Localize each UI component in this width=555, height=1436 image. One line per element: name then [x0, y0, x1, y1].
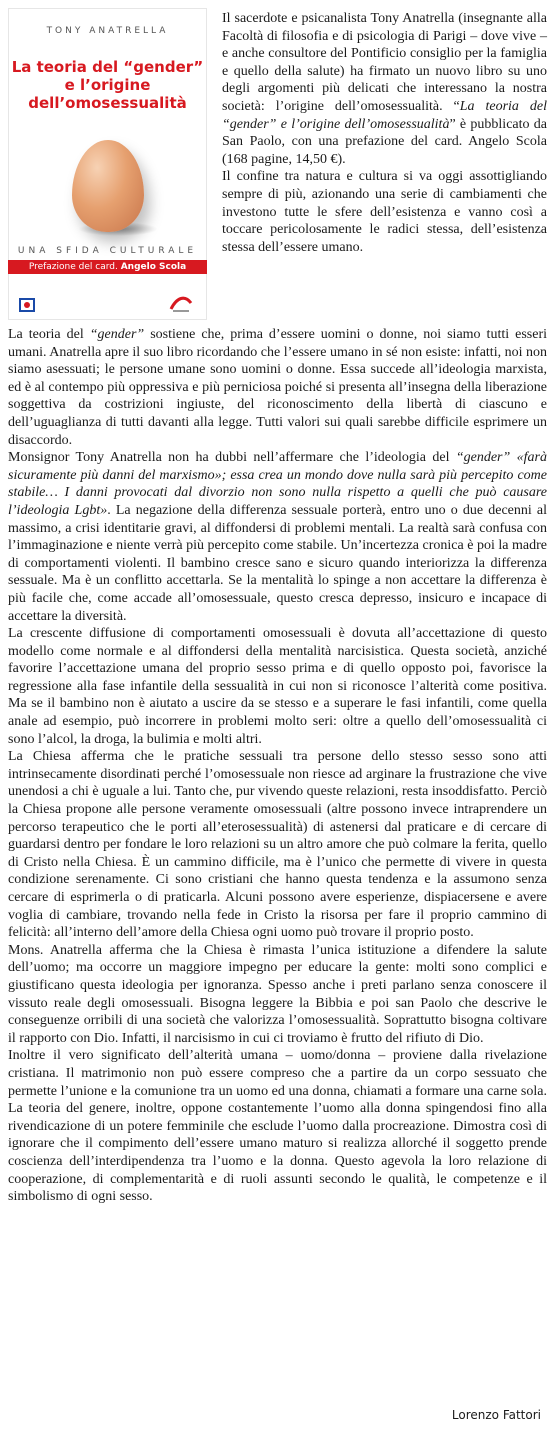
logo-right-swoosh: [171, 298, 191, 309]
body-paragraph-3: La crescente diffusione di comportamenti omosessuali è dovuta all’accettazione di questo modello come normale e al diffondersi della mentalità narcisistica. Questa società, anziché favorire l’accettazione umana del proprio sesso prima e di quello opposto poi, favorisce la regressione alla fase infantile della sessualità in cui non si riconosce l’alterità come positiva. Ma se il bambino non è aiutato a uscire da se stesso e a superare le fasi infantili, come quella anale ad esempio, può incorrere in problemi molto seri: oltre a quello dell’omosessualità ci sono l’alcol, la droga, la bulimia e molti altri.: [8, 626, 547, 747]
book-cover: [8, 8, 207, 320]
author-signature: Lorenzo Fattori: [451, 1408, 541, 1422]
body-paragraph-2: [8, 449, 547, 625]
publisher-logo-left: [18, 296, 38, 314]
cover-subtitle: UNA SFIDA CULTURALE: [17, 246, 198, 256]
body-p2-part-a: Monsignor Tony Anatrella non ha dubbi nell’affermare che l’ideologia del: [8, 450, 456, 466]
body-p2-quote: «farà sicuramente più danni del marxismo»; essa crea un mondo dove nulla sarà più percepito come stabile… I danni provocati dal divorzio non sono nulla rispetto a quelli che può causare l’ideologia Lgbt»: [8, 450, 547, 518]
body-paragraph-5: Mons. Anatrella afferma che la Chiesa è rimasta l’unica istituzione a difendere la salute dell’uomo; ma occorre un maggiore impegno per educare la gente: molti sono complici e giustificano questa ideologia per ignoranza. Spesso anche i preti parlano senza conoscere il vissuto reale degli omosessuali. Bisogna leggere la Bibbia e poi san Paolo che descrive le conseguenze orribili di una società che valorizza l’omosessualità. Soprattutto bisogna coltivare il rapporto con Dio. Infatti, il narcisismo in cui ci troviamo è frutto del rifiuto di Dio.: [8, 942, 547, 1046]
intro-p1-part-b: ” è pubblicato da San Paolo, con una prefazione del card. Angelo Scola (168 pagine, 14,50 €).: [222, 116, 547, 167]
intro-book-title: La teoria del “gender” e l’origine dell’omosessualità: [222, 98, 547, 132]
body-paragraph-1: [8, 326, 547, 449]
cover-preface-band: [8, 260, 207, 274]
cover-preface-prefix: Prefazione del card.: [28, 262, 118, 272]
intro-paragraph-1: [222, 10, 547, 168]
body-p1-gender: “gender”: [89, 327, 145, 342]
cover-title-line3: dell’omosessualità: [28, 94, 187, 112]
intro-text: [222, 10, 547, 256]
intro-p1-part-a: Il sacerdote e psicanalista Tony Anatrella (insegnante alla Facoltà di filosofia e di psicologia di Parigi – dove vive – e anche consultore del Pontificio consiglio per la famiglia e quello della salute) ha firmato un nuovo libro su uno degli argomenti più delicati che interessano la nostra società: l’origine dell’omosessualità. “: [222, 11, 547, 114]
article-body: [8, 326, 547, 1206]
logo-left-dot: [24, 302, 30, 308]
cover-title: [8, 58, 207, 112]
cover-preface-name: Angelo Scola: [120, 262, 187, 272]
cover-title-line2: e l’origine: [64, 76, 151, 94]
body-p1-part-a: La teoria del: [8, 327, 90, 342]
body-p2-part-b: . La negazione della differenza sessuale porterà, entro uno o due decenni al massimo, a crisi identitarie gravi, al diffondersi di problemi mentali. La realtà sarà confusa con l’immaginazione e niente verrà più percepito come stabile. Un’incertezza cronica è poi la madre di comportamenti violenti. Il bambino cresce sano e sicuro quando interiorizza la differenza sessuale. Ma è un conflitto accettarla. Se la mentalità lo spinge a non accettare la differenza è più facile che, come accade all’omosessuale, questo cresca depresso, insicuro e incapace di accettare la diversità.: [8, 502, 547, 624]
body-paragraph-4: La Chiesa afferma che le pratiche sessuali tra persone dello stesso sesso sono atti intrinsecamente disordinati perché l’omosessuale non riesce ad arginare la frustrazione che vive unendosi a chi è uguale a lui. Tanto che, pur vivendo queste relazioni, resta insoddisfatto. Perciò la Chiesa propone alle persone veramente omosessuali (altre possono invece intraprendere un percorso terapeutico che le porti all’eterosessualità) di astenersi dal praticare e di cercare di guardarsi dentro per fondare le loro relazioni su un altro amore che può colmare la ferita, quello di Cristo nella Chiesa. È un cammino difficile, ma è l’unico che permette di vivere in questa condizione serenamente. Ci sono cristiani che hanno questa tendenza e la assumono senza cercare di esprimerla o di praticarla. Alcuni possono avere esperienze, dispiacersene e avere voglia di cambiare, trovando nella fede in Cristo la risorsa per fare il proprio cammino di felicità: all’interno dell’amore della Chiesa ogni uomo può trovare il proprio posto.: [8, 749, 547, 941]
egg-illustration: [72, 140, 144, 232]
body-paragraph-6: Inoltre il vero significato dell’alterità umana – uomo/donna – proviene dalla rivelazione cristiana. Il matrimonio non può essere compreso che a partire da un corpo sessuato che permette l’unione e la comunione tra un uomo ed una donna, chiamati a formare una carne sola. La teoria del genere, inoltre, oppone costantemente l’uomo alla donna spingendosi fino alla rivendicazione di un potere femminile che esclude l’uomo dalla procreazione. Dimostra così di ignorare che il compimento dell’essere umano maturo si realizza allorché il soggetto prende coscienza dell’interdipendenza tra l’uomo e la donna. Questo agevola la loro relazione di cooperazione, di complementarità e di ruoli assunti secondo le qualità, le competenze e il simbolismo di ogni sesso.: [8, 1048, 547, 1205]
body-p1-part-b: sostiene che, prima d’essere uomini o donne, noi siamo tutti esseri umani. Anatrella apre il suo libro ricordando che l’essere umano in sé non esiste: infatti, noi non siamo asessuati; le persone umane sono uomini o donne. Essa succede all’ideologia marxista, ed è al contempo più oppressiva e più perniciosa poiché si presenta all’insegna della liberazione soggettiva da costrizioni ingiuste, del riconoscimento della libertà di ciascuno e dell’uguaglianza di tutti davanti alla legge. Tutti valori sui quali sarebbe difficile esprimere un disaccordo.: [8, 327, 547, 448]
cover-author: TONY ANATRELLA: [46, 26, 169, 36]
publisher-logo-right: [167, 293, 195, 315]
intro-paragraph-2: Il confine tra natura e cultura si va oggi assottigliando sempre di più, azionando una serie di cambiamenti che investono tutte le sfere dell’esistenza e vanno così a toccare pericolosamente le radici stessa, dell’esistenza stessa dell’essere umano.: [222, 169, 547, 255]
body-p2-gender: “gender”: [455, 450, 511, 466]
cover-title-line1: La teoria del “gender”: [11, 58, 204, 76]
